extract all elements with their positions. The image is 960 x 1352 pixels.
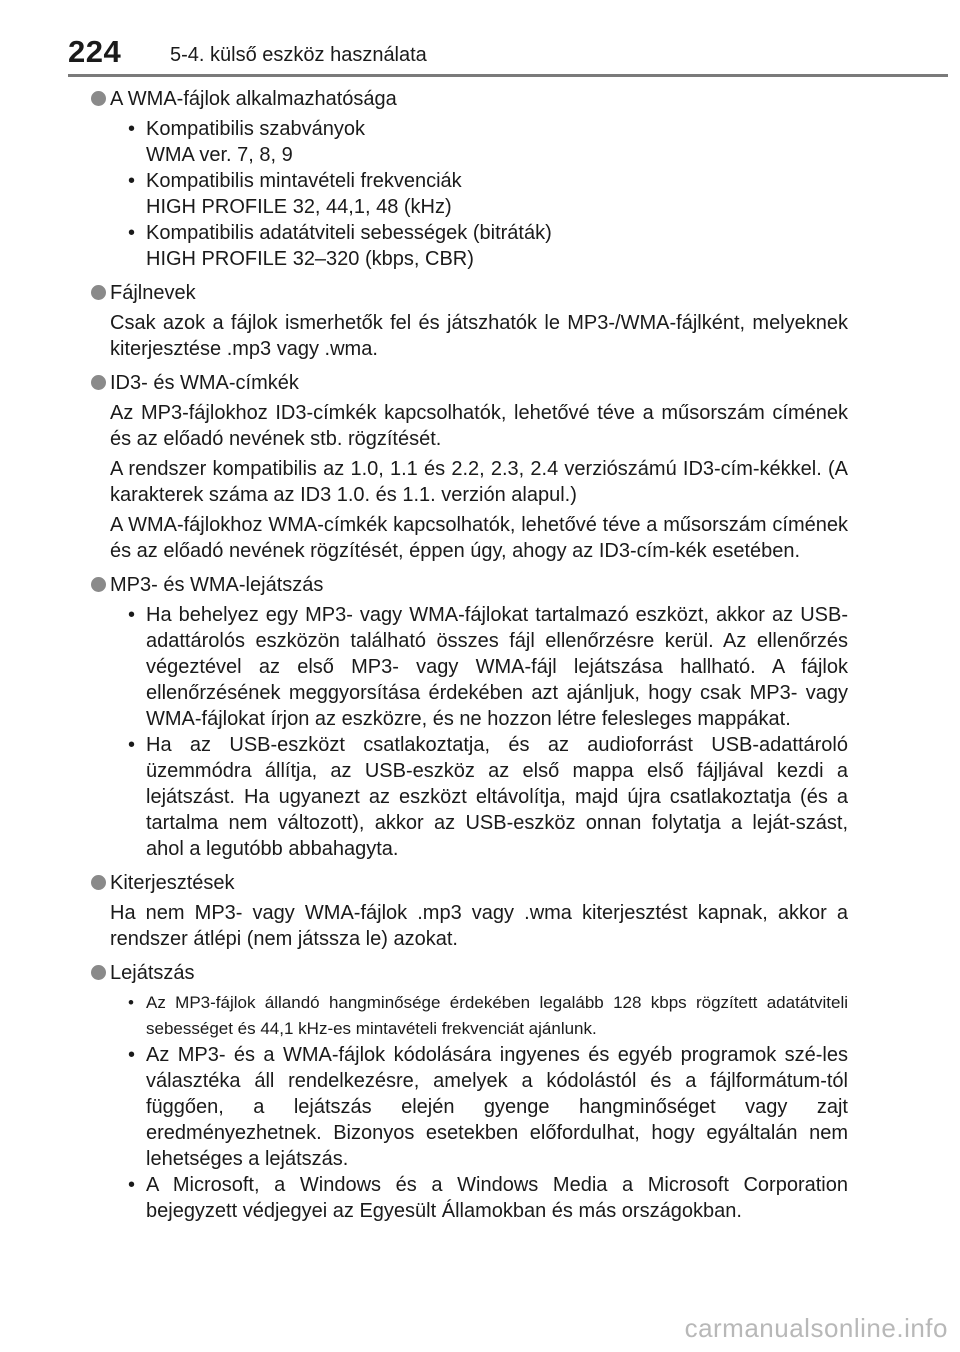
section-file-names xyxy=(110,280,848,362)
section-heading xyxy=(74,572,848,598)
list-item-text: Ha az USB-eszközt csatlakoztatja, és az audioforrást USB-adattároló üzemmódra állítja, az USB-eszköz az első mappa első fájljával kezdi a lejátszást. Ha ugyanezt az eszközt eltávolítja, majd újra csatlakoztatja (és a tartalma nem változott), akkor az USB-eszköz onnan folytatja a leját-szást, ahol a legutóbb abbahagyta. xyxy=(146,734,848,860)
bullet-mark-icon: • xyxy=(128,734,136,756)
section-heading xyxy=(74,370,848,396)
list-item-value: HIGH PROFILE 32, 44,1, 48 (kHz) xyxy=(146,196,452,218)
bullet-dot-icon xyxy=(91,965,106,980)
page-header xyxy=(0,0,960,80)
paragraph: Az MP3-fájlokhoz ID3-címkék kapcsolhatók, lehetővé téve a műsorszám címének és az előadó nevének stb. rögzítését. xyxy=(110,402,848,450)
section-wma-compatibility xyxy=(110,86,848,272)
bullet-dot-icon xyxy=(91,577,106,592)
section-title: Lejátszás xyxy=(110,962,195,984)
list-item xyxy=(128,1172,848,1224)
list-item-label: Kompatibilis mintavételi frekvenciák xyxy=(146,170,462,192)
section-id3-wma-tags xyxy=(110,370,848,564)
list-item-label: Kompatibilis szabványok xyxy=(146,118,365,140)
bullet-dot-icon xyxy=(91,285,106,300)
section-heading xyxy=(74,960,848,986)
section-title: A WMA-fájlok alkalmazhatósága xyxy=(110,88,397,110)
bullet-list xyxy=(128,602,848,862)
list-item xyxy=(128,1042,848,1172)
bullet-dot-icon xyxy=(91,91,106,106)
list-item xyxy=(128,602,848,732)
list-item-text: Ha behelyez egy MP3- vagy WMA-fájlokat tartalmazó eszközt, akkor az USB-adattárolós eszközön található összes fájl ellenőrzésre kerül. Az ellenőrzés végeztével az első MP3- vagy WMA-fájl lejátszása hallható. A fájlok ellenőrzésének meggyorsítása érdekében azt ajánljuk, hogy csak MP3- vagy WMA-fájlokat írjon az eszközre, és ne hozzon létre felesleges mappákat. xyxy=(146,604,848,730)
section-mp3-wma-playback xyxy=(110,572,848,862)
section-title: Fájlnevek xyxy=(110,282,196,304)
bullet-mark-icon: • xyxy=(128,222,136,244)
page-number: 224 xyxy=(68,34,122,69)
list-item-value: WMA ver. 7, 8, 9 xyxy=(146,144,293,166)
paragraph: Ha nem MP3- vagy WMA-fájlok .mp3 vagy .wma kiterjesztést kapnak, akkor a rendszer átlépi (nem játssza le) azokat. xyxy=(110,902,848,950)
list-item xyxy=(128,168,848,220)
watermark: carmanualsonline.info xyxy=(684,1313,948,1343)
section-title: MP3- és WMA-lejátszás xyxy=(110,574,324,596)
paragraph: A WMA-fájlokhoz WMA-címkék kapcsolhatók, lehetővé téve a műsorszám címének és az előadó nevének rögzítését, éppen úgy, ahogy az ID3-cím-kék esetében. xyxy=(110,514,848,562)
chapter-title: 5-4. külső eszköz használata xyxy=(170,44,427,66)
section-heading xyxy=(74,86,848,112)
paragraph: A rendszer kompatibilis az 1.0, 1.1 és 2.2, 2.3, 2.4 verziószámú ID3-cím-kékkel. (A karakterek száma az ID3 1.0. és 1.1. verzión alapul.) xyxy=(110,458,848,506)
list-item-text: Az MP3- és a WMA-fájlok kódolására ingyenes és egyéb programok szé-les választéka áll rendelkezésre, amelyek a kódolástól és a fájlformátum-tól függően, a lejátszás elején gyenge hangminőséget vagy zajt eredményezhetnek. Bizonyos esetekben előfordulhat, hogy egyáltalán nem lehetséges a lejátszás. xyxy=(146,1044,848,1170)
section-playback xyxy=(110,960,848,1224)
list-item xyxy=(128,116,848,168)
section-heading xyxy=(74,280,848,306)
list-item xyxy=(128,220,848,272)
bullet-list xyxy=(128,990,848,1224)
list-item-value: HIGH PROFILE 32–320 (kbps, CBR) xyxy=(146,248,474,270)
bullet-mark-icon: • xyxy=(128,604,136,626)
list-item xyxy=(128,990,848,1042)
list-item xyxy=(128,732,848,862)
section-heading xyxy=(74,870,848,896)
bullet-list xyxy=(128,116,848,272)
list-item-text: A Microsoft, a Windows és a Windows Media a Microsoft Corporation bejegyzett védjegyei az Egyesült Államokban és más országokban. xyxy=(146,1174,848,1222)
bullet-mark-icon: • xyxy=(128,170,136,192)
header-divider xyxy=(68,74,948,77)
bullet-mark-icon: • xyxy=(128,993,134,1012)
section-title: Kiterjesztések xyxy=(110,872,235,894)
list-item-label: Kompatibilis adatátviteli sebességek (bitráták) xyxy=(146,222,552,244)
page-content xyxy=(110,86,848,1232)
section-extensions xyxy=(110,870,848,952)
bullet-mark-icon: • xyxy=(128,1044,136,1066)
bullet-dot-icon xyxy=(91,375,106,390)
bullet-mark-icon: • xyxy=(128,1174,136,1196)
bullet-mark-icon: • xyxy=(128,118,136,140)
paragraph: Csak azok a fájlok ismerhetők fel és játszhatók le MP3-/WMA-fájlként, melyeknek kiterjesztése .mp3 vagy .wma. xyxy=(110,312,848,360)
bullet-dot-icon xyxy=(91,875,106,890)
list-item-text: Az MP3-fájlok állandó hangminősége érdekében legalább 128 kbps rögzített adatátviteli sebességet és 44,1 kHz-es mintavételi frekvenciát ajánlunk. xyxy=(146,993,848,1038)
section-title: ID3- és WMA-címkék xyxy=(110,372,299,394)
